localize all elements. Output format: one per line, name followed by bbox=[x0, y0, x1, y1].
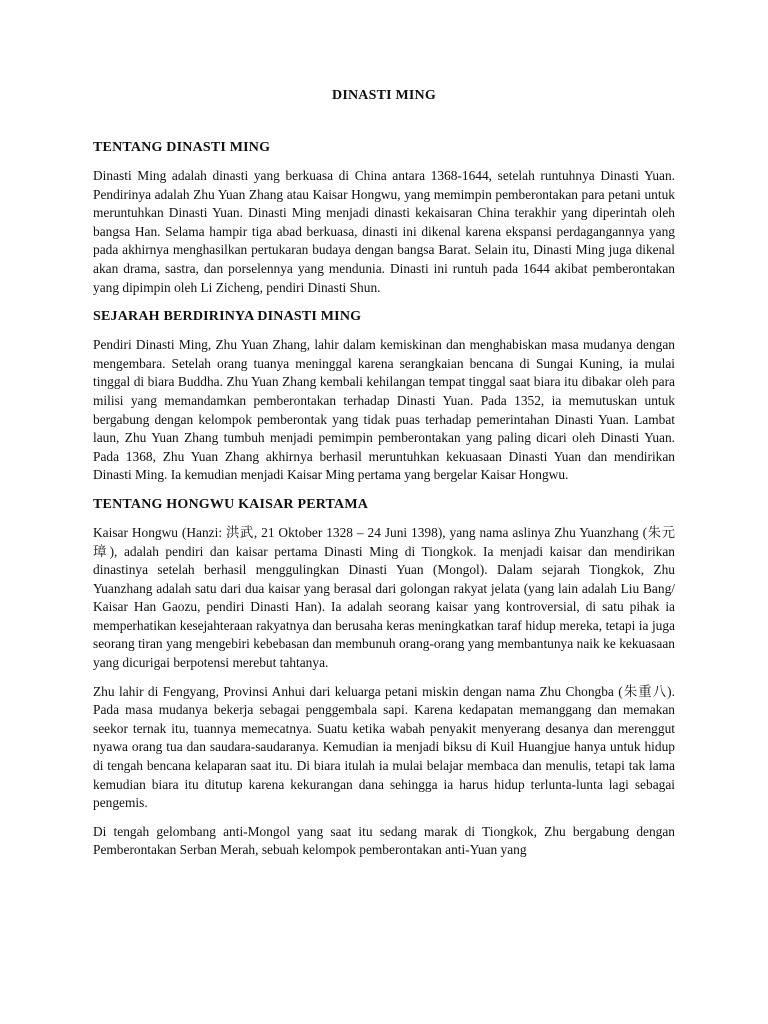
section-heading: TENTANG DINASTI MING bbox=[93, 140, 271, 155]
paragraph: Kaisar Hongwu (Hanzi: 洪武, 21 Oktober 1328 – 24 Juni 1398), yang nama aslinya Zhu Yuanzhang (朱元璋), adalah pendiri dan kaisar pertama Dinasti Ming di Tiongkok. Ia menjadi kaisar dan mendirikan dinastinya setelah berhasil menggulingkan Dinasti Yuan (Mongol). Dalam sejarah Tiongkok, Zhu Yuanzhang adalah satu dari dua kaisar yang berasal dari golongan rakyat jelata (yang lain adalah Liu Bang/ Kaisar Han Gaozu, pendiri Dinasti Han). Ia adalah seorang kaisar yang kontroversial, di satu pihak ia memperhatikan kesejahteraan rakyatnya dan berusaha keras meningkatkan taraf hidup mereka, tetapi ia juga seorang tiran yang mengebiri kebebasan dan membunuh orang-orang yang membantunya naik ke kekuasaan yang dicurigai berpotensi merebut tahtanya. bbox=[93, 524, 675, 671]
section-heading: TENTANG HONGWU KAISAR PERTAMA bbox=[93, 496, 369, 512]
section-tentang-dinasti-ming bbox=[93, 138, 675, 297]
document-page bbox=[93, 86, 675, 870]
section-heading: SEJARAH BERDIRINYA DINASTI MING bbox=[93, 309, 362, 325]
paragraph: Dinasti Ming adalah dinasti yang berkuasa di China antara 1368-1644, setelah runtuhnya Dinasti Yuan. Pendirinya adalah Zhu Yuan Zhang atau Kaisar Hongwu, yang memimpin pemberontakan para petani untuk meruntuhkan Dinasti Yuan. Dinasti Ming menjadi dinasti kekaisaran China terakhir yang diperintah oleh bangsa Han. Selama hampir tiga abad berkuasa, dinasti ini dikenal karena ekspansi perdagangannya yang pada akhirnya menghasilkan pertukaran budaya dengan bangsa Barat. Selain itu, Dinasti Ming juga dikenal akan drama, sastra, dan porselennya yang mendunia. Dinasti ini runtuh pada 1644 akibat pemberontakan yang dipimpin oleh Li Zicheng, pendiri Dinasti Shun. bbox=[93, 168, 675, 295]
paragraph: Zhu lahir di Fengyang, Provinsi Anhui dari keluarga petani miskin dengan nama Zhu Chongba (朱重八). Pada masa mudanya bekerja sebagai penggembala sapi. Karena kedapatan memanggang dan memakan seekor ternak itu, tuannya memecatnya. Suatu ketika wabah penyakit menyerang desanya dan merenggut nyawa orang tua dan saudara-saudaranya. Kemudian ia menjadi biksu di Kuil Huangjue hanya untuk hidup di tengah bencana kelaparan saat itu. Di biara itulah ia mulai belajar membaca dan menulis, tetapi tak lama kemudian biara itu ditutup karena kekurangan dana sehingga ia harus hidup terlunta-lunta lagi sebagai pengemis. bbox=[93, 683, 675, 811]
paragraph: Di tengah gelombang anti-Mongol yang saat itu sedang marak di Tiongkok, Zhu bergabung dengan Pemberontakan Serban Merah, sebuah kelompok pemberontakan anti-Yuan yang bbox=[93, 823, 675, 858]
paragraph: Pendiri Dinasti Ming, Zhu Yuan Zhang, lahir dalam kemiskinan dan menghabiskan masa mudanya dengan mengembara. Setelah orang tuanya meninggal karena serangkaian bencana di Sungai Kuning, ia mulai tinggal di biara Buddha. Zhu Yuan Zhang kembali kehilangan tempat tinggal saat biara itu dibakar oleh para milisi yang memandamkan pemberontakan terhadap Dinasti Yuan. Pada 1352, ia memutuskan untuk bergabung dengan kelompok pemberontak yang tidak puas terhadap pemerintahan Dinasti Yuan. Lambat laun, Zhu Yuan Zhang tumbuh menjadi pemimpin pemberontakan yang paling dicari oleh Dinasti Yuan. Pada 1368, Zhu Yuan Zhang akhirnya berhasil meruntuhkan kekuasaan Dinasti Yuan dan mendirikan Dinasti Ming. Ia kemudian menjadi Kaisar Ming pertama yang bergelar Kaisar Hongwu. bbox=[93, 337, 675, 483]
document-title: DINASTI MING bbox=[332, 88, 436, 103]
section-tentang-hongwu bbox=[93, 495, 675, 860]
section-sejarah-berdirinya bbox=[93, 307, 675, 485]
